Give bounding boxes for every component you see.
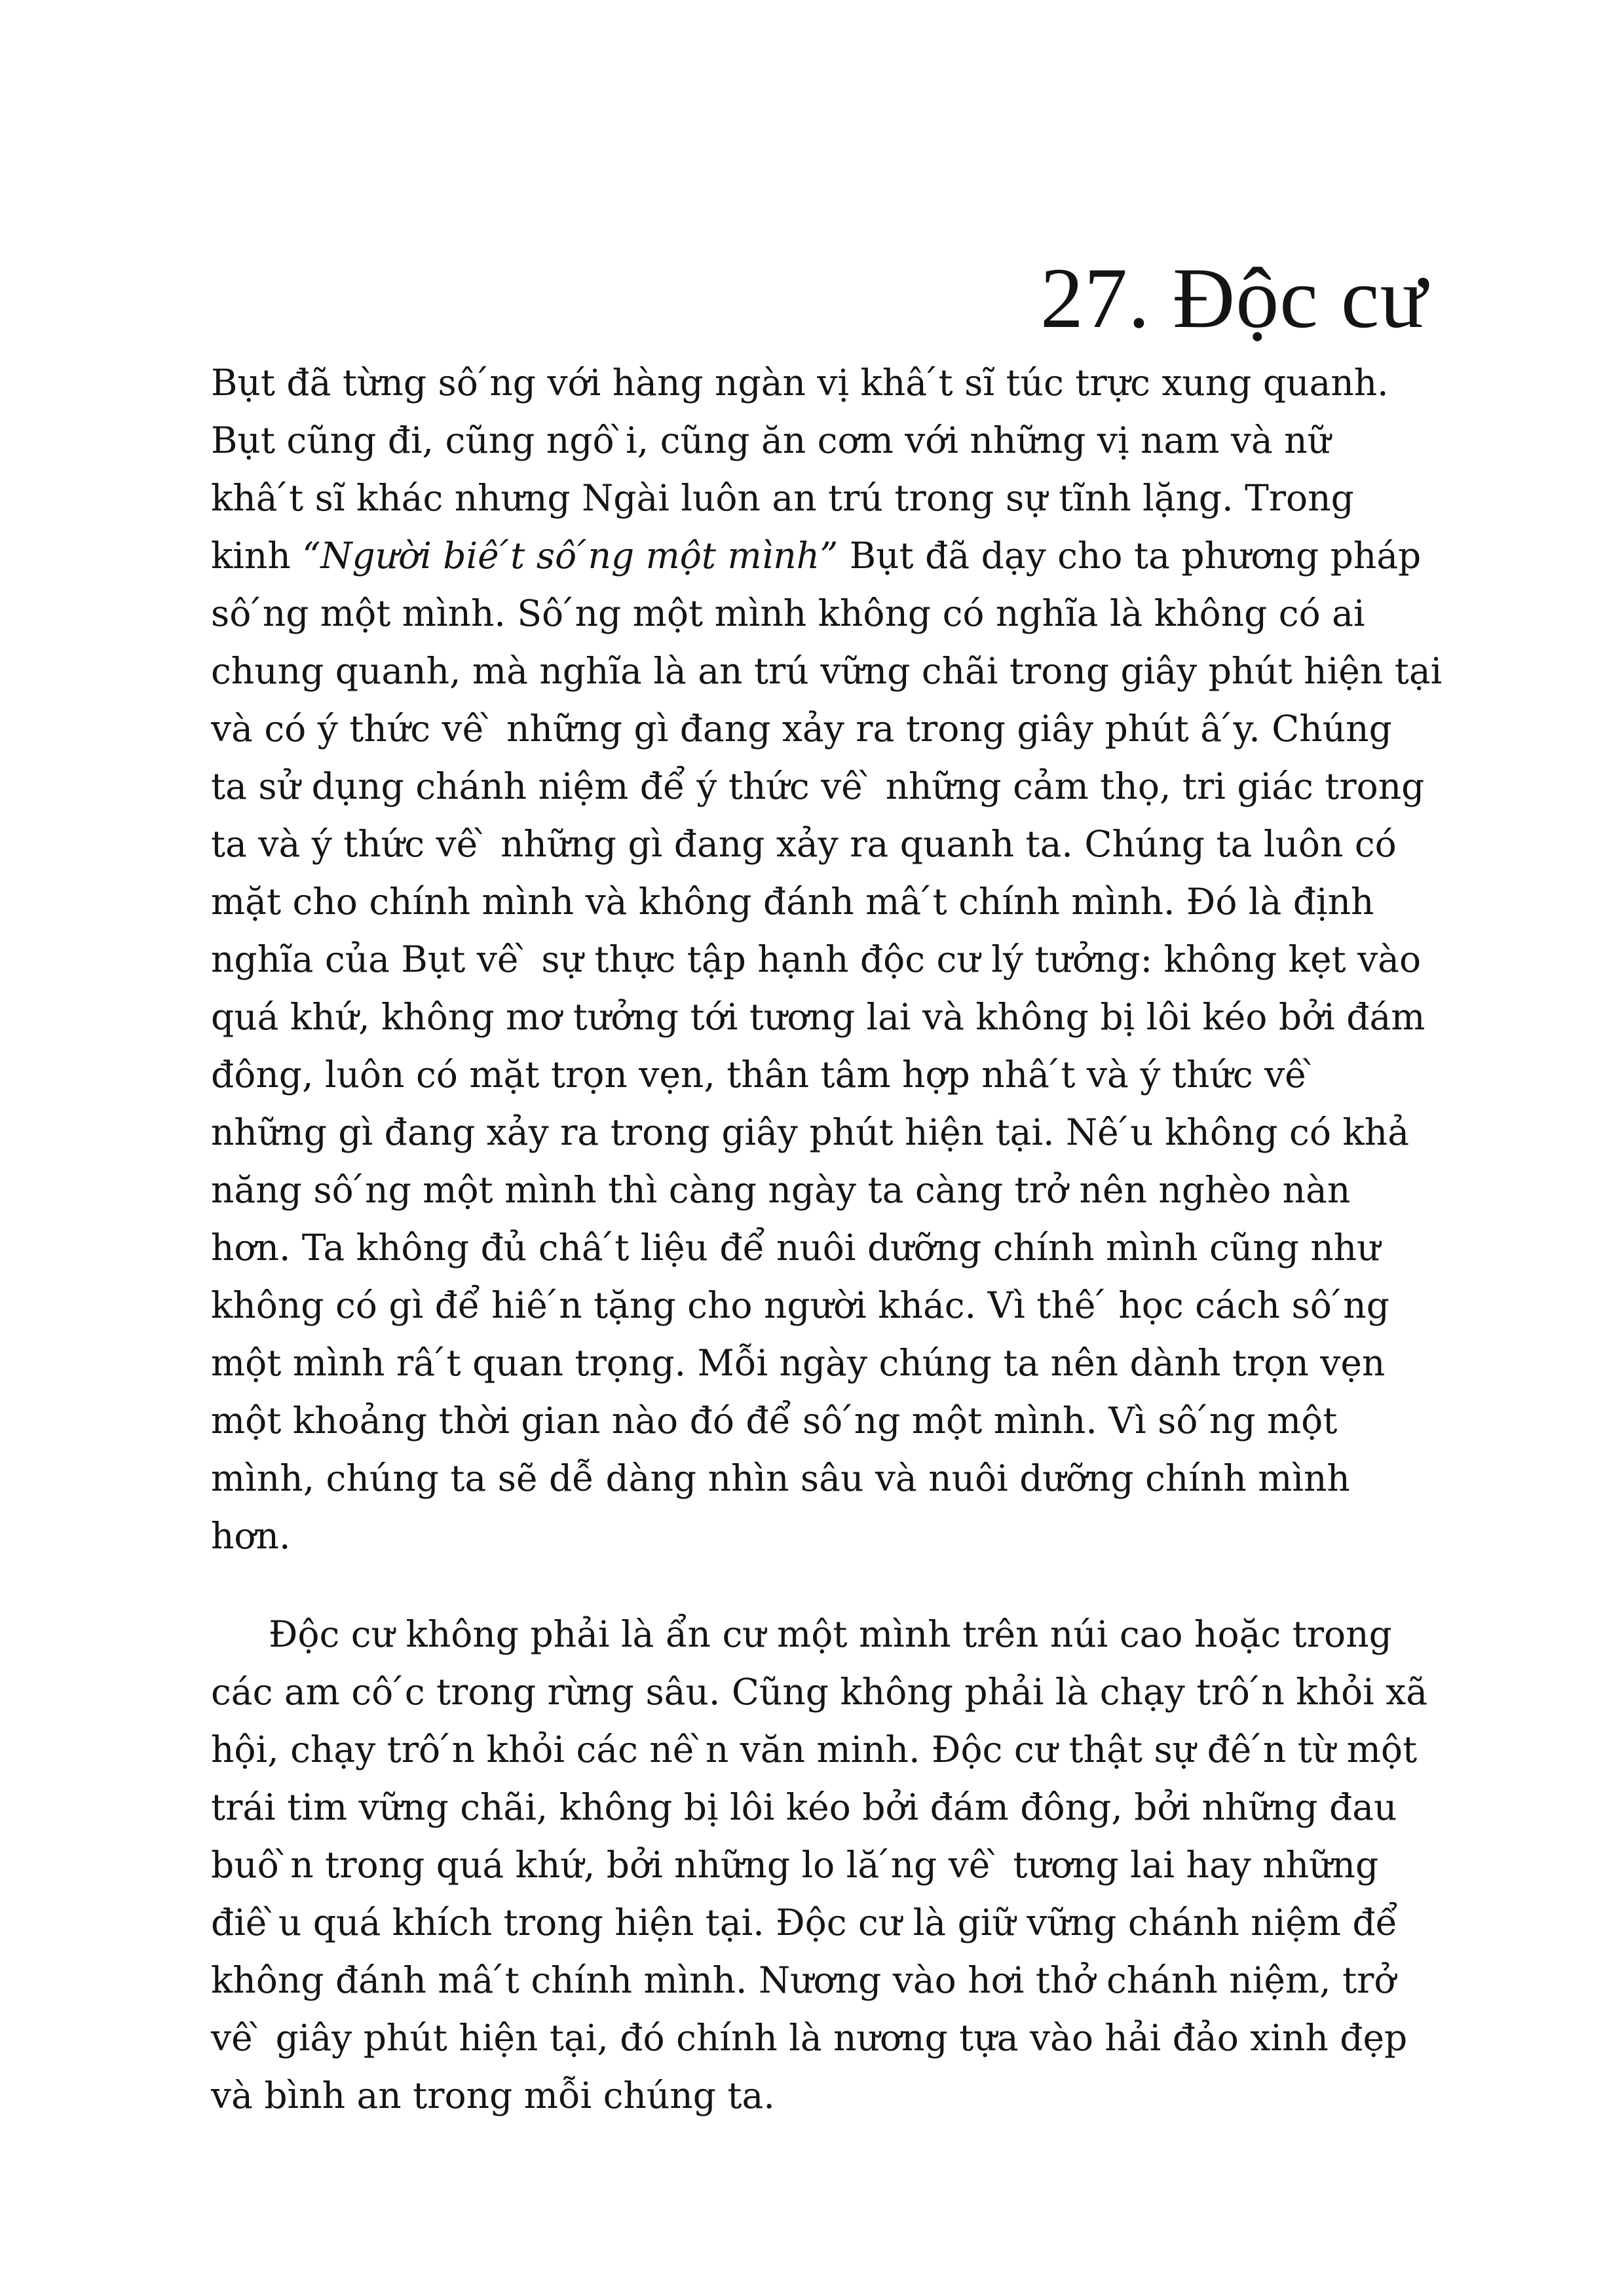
text-line: những gì đang xảy ra trong giây phút hiện tại. Nê ́u không có khả: [211, 1111, 1409, 1153]
text-line: năng sô ́ng một mình thì càng ngày ta càng trở nên nghèo nàn: [211, 1169, 1351, 1211]
text-line: một mình râ ́t quan trọng. Mỗi ngày chúng ta nên dành trọn vẹn: [211, 1342, 1386, 1384]
paragraph-2: [211, 1605, 1456, 2124]
text-line: khâ ́t sĩ khác nhưng Ngài luôn an trú trong sự tĩnh lặng. Trong: [211, 477, 1354, 519]
text-line: Độc cư không phải là ẩn cư một mình trên núi cao hoặc trong: [269, 1613, 1392, 1655]
text-line: kinh “Người biê ́t sô ́ng một mình” Bụt đã dạy cho ta phương pháp: [211, 535, 1422, 577]
text-line: quá khứ, không mơ tưởng tới tương lai và không bị lôi kéo bởi đám: [211, 996, 1426, 1038]
text-line: mình, chúng ta sẽ dễ dàng nhìn sâu và nuôi dưỡng chính mình: [211, 1457, 1350, 1499]
text-line: và có ý thức vê ̀ những gì đang xảy ra trong giây phút â ́y. Chúng: [211, 708, 1392, 750]
text-line: một khoảng thời gian nào đó để sô ́ng một mình. Vì sô ́ng một: [211, 1400, 1338, 1442]
text-line: không đánh mâ ́t chính mình. Nương vào hơi thở chánh niệm, trở: [211, 1959, 1396, 2001]
text-line: ta sử dụng chánh niệm để ý thức vê ̀ những cảm thọ, tri giác trong: [211, 765, 1425, 807]
text-line: mặt cho chính mình và không đánh mâ ́t chính mình. Đó là định: [211, 881, 1374, 923]
text-line: không có gì để hiê ́n tặng cho người khác. Vì thê ́ học cách sô ́ng: [211, 1284, 1389, 1326]
text-line: vê ̀ giây phút hiện tại, đó chính là nương tựa vào hải đảo xinh đẹp: [211, 2017, 1408, 2059]
text-line: và bình an trong mỗi chúng ta.: [211, 2075, 775, 2116]
text-line: điê ̀u quá khích trong hiện tại. Độc cư là giữ vững chánh niệm để: [211, 1902, 1398, 1943]
text-line: hơn.: [211, 1515, 291, 1557]
text-line: hơn. Ta không đủ châ ́t liệu để nuôi dưỡng chính mình cũng như: [211, 1227, 1380, 1269]
text-line: chung quanh, mà nghĩa là an trú vững chãi trong giây phút hiện tại: [211, 650, 1443, 692]
text-line: các am cô ́c trong rừng sâu. Cũng không phải là chạy trô ́n khỏi xã: [211, 1671, 1428, 1713]
paragraph-1: [211, 354, 1456, 1565]
text-line: ta và ý thức vê ̀ những gì đang xảy ra quanh ta. Chúng ta luôn có: [211, 823, 1397, 865]
text-line: trái tim vững chãi, không bị lôi kéo bởi đám đông, bởi những đau: [211, 1786, 1397, 1828]
text-line: đông, luôn có mặt trọn vẹn, thân tâm hợp nhâ ́t và ý thức vê ̀: [211, 1054, 1318, 1096]
text-line: sô ́ng một mình. Sô ́ng một mình không có nghĩa là không có ai: [211, 592, 1365, 634]
text-line: hội, chạy trô ́n khỏi các nê ̀n văn minh. Độc cư thật sự đê ́n từ một: [211, 1729, 1418, 1770]
text-line: buô ̀n trong quá khứ, bởi những lo lă ́ng vê ̀ tương lai hay những: [211, 1844, 1379, 1886]
text-line: nghĩa của Bụt vê ̀ sự thực tập hạnh độc cư lý tưởng: không kẹt vào: [211, 938, 1422, 980]
text-line: Bụt cũng đi, cũng ngô ̀i, cũng ăn cơm với những vị nam và nữ: [211, 419, 1331, 461]
sutra-title: “Người biê ́t sô ́ng một mình”: [302, 535, 839, 577]
chapter-title: 27. Độc cư: [1040, 250, 1427, 346]
text-line: Bụt đã từng sô ́ng với hàng ngàn vị khâ ́t sĩ túc trực xung quanh.: [211, 362, 1389, 404]
